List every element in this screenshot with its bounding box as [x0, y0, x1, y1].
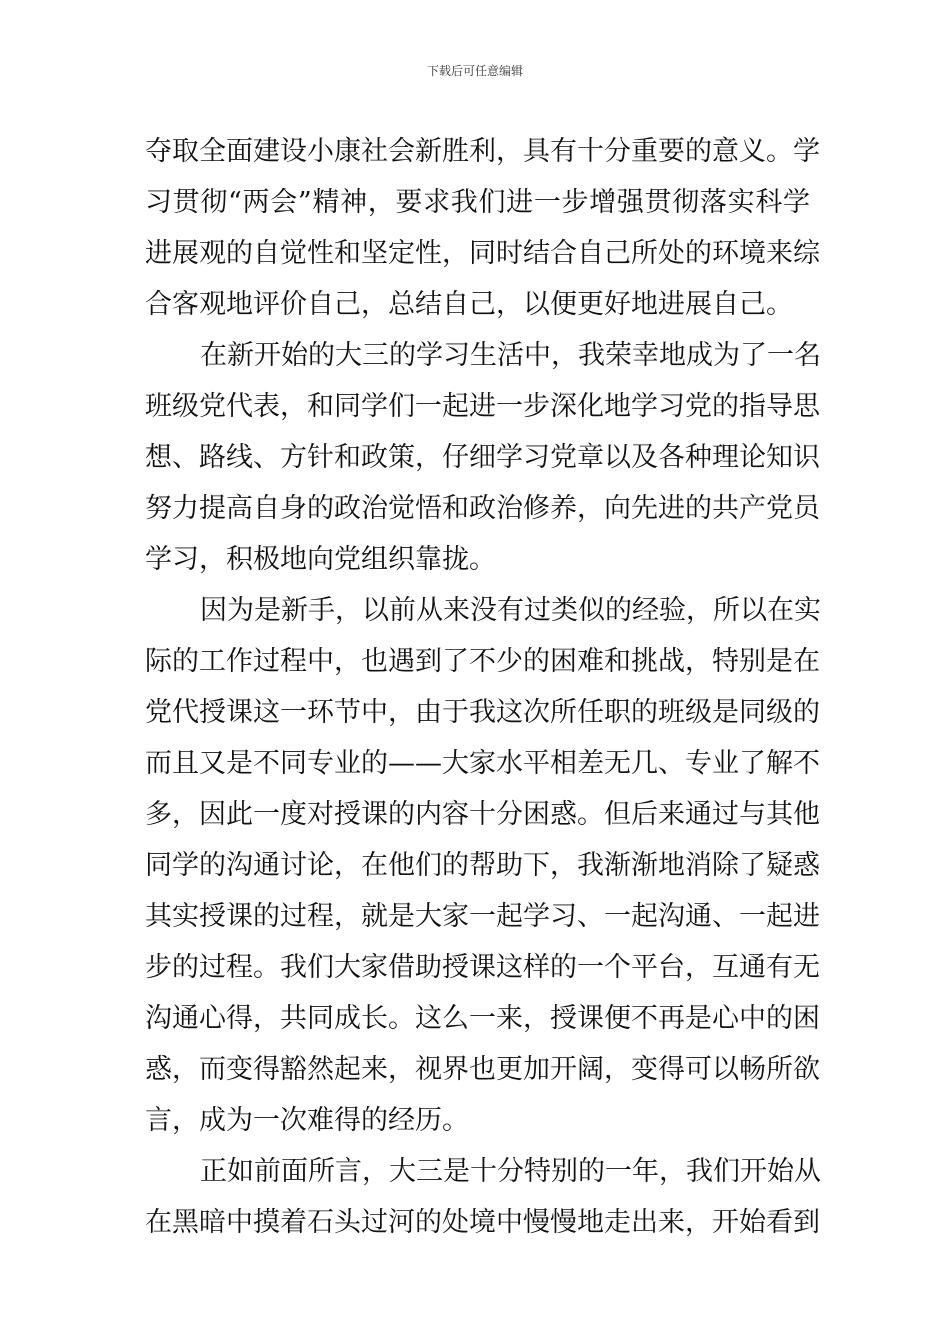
- text-line: 多，因此一度对授课的内容十分困惑。但后来通过与其他: [145, 799, 820, 830]
- text-line: 进展观的自觉性和坚定性，同时结合自己所处的环境来综: [145, 238, 820, 269]
- text-line: 在黑暗中摸着石头过河的处境中慢慢地走出来，开始看到: [145, 1207, 820, 1238]
- text-line: 正如前面所言，大三是十分特别的一年，我们开始从: [200, 1156, 821, 1187]
- text-line: 合客观地评价自己，总结自己，以便更好地进展自己。: [145, 289, 793, 320]
- text-line: 想、路线、方针和政策，仔细学习党章以及各种理论知识: [145, 442, 820, 473]
- text-line: 步的过程。我们大家借助授课这样的一个平台，互通有无: [145, 952, 820, 983]
- text-line: 沟通心得，共同成长。这么一来，授课便不再是心中的困: [145, 1003, 820, 1034]
- text-line: 而且又是不同专业的——大家水平相差无几、专业了解不: [145, 748, 820, 779]
- text-line: 其实授课的过程，就是大家一起学习、一起沟通、一起进: [145, 901, 820, 932]
- text-line: 因为是新手，以前从来没有过类似的经验，所以在实: [200, 595, 821, 626]
- text-line: 党代授课这一环节中，由于我这次所任职的班级是同级的: [145, 697, 820, 728]
- text-line: 同学的沟通讨论，在他们的帮助下，我渐渐地消除了疑惑: [145, 850, 820, 881]
- text-line: 班级党代表，和同学们一起进一步深化地学习党的指导思: [145, 391, 820, 422]
- text-line: 言，成为一次难得的经历。: [145, 1105, 469, 1136]
- text-line: 努力提高自身的政治觉悟和政治修养，向先进的共产党员: [145, 493, 820, 524]
- text-line: 夺取全面建设小康社会新胜利，具有十分重要的意义。学: [145, 136, 820, 167]
- text-line: 习贯彻“两会”精神，要求我们进一步增强贯彻落实科学: [145, 187, 810, 218]
- page-header: 下载后可任意编辑: [426, 64, 523, 78]
- text-line: 惑，而变得豁然起来，视界也更加开阔，变得可以畅所欲: [145, 1054, 820, 1085]
- text-line: 际的工作过程中，也遇到了不少的困难和挑战，特别是在: [145, 646, 820, 677]
- document-body: [145, 126, 821, 1248]
- text-line: 学习，积极地向党组织靠拢。: [145, 544, 496, 575]
- text-line: 在新开始的大三的学习生活中，我荣幸地成为了一名: [200, 340, 821, 371]
